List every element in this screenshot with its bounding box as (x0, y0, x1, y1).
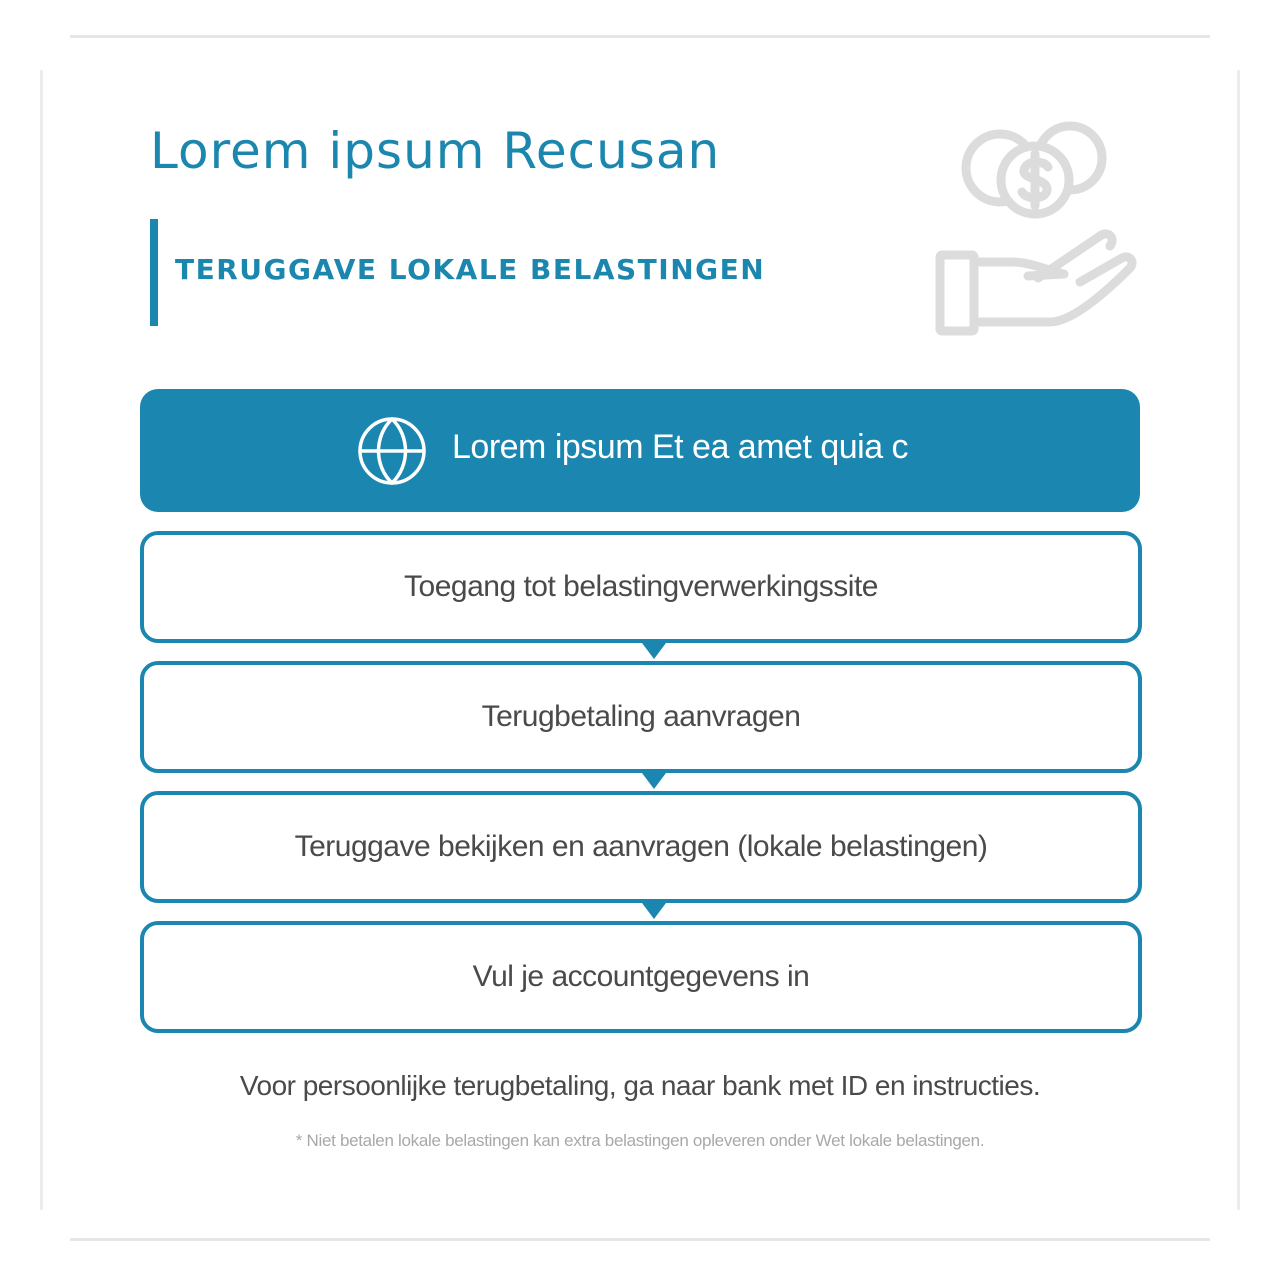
footnote: * Niet betalen lokale belastingen kan extra belastingen opleveren onder Wet lokale belastingen. (295, 1131, 985, 1150)
step-box-1 (140, 531, 1142, 643)
step-label: Vul je accountgegevens in (472, 960, 810, 993)
money-hand-icon (930, 120, 1145, 345)
step-label: Terugbetaling aanvragen (481, 700, 801, 733)
banner-text: Lorem ipsum Et ea amet quia c (452, 428, 909, 466)
frame-left-line (40, 70, 43, 1210)
step-box-2 (140, 661, 1142, 773)
step-box-4 (140, 921, 1142, 1033)
instruction-note: Voor persoonlijke terugbetaling, ga naar bank met ID en instructies. (239, 1070, 1041, 1101)
down-arrow-icon (642, 643, 666, 659)
page-title: Lorem ipsum Recusan (150, 122, 721, 180)
frame-top-line (70, 35, 1210, 38)
page-subtitle: TERUGGAVE LOKALE BELASTINGEN (175, 253, 766, 286)
step-box-3 (140, 791, 1142, 903)
down-arrow-icon (642, 903, 666, 919)
globe-icon (357, 416, 427, 486)
frame-right-line (1237, 70, 1240, 1210)
step-label: Toegang tot belastingverwerkingssite (404, 570, 878, 603)
step-label: Teruggave bekijken en aanvragen (lokale belastingen) (294, 830, 988, 863)
subtitle-accent-bar (150, 219, 158, 326)
frame-bottom-line (70, 1238, 1210, 1241)
down-arrow-icon (642, 773, 666, 789)
